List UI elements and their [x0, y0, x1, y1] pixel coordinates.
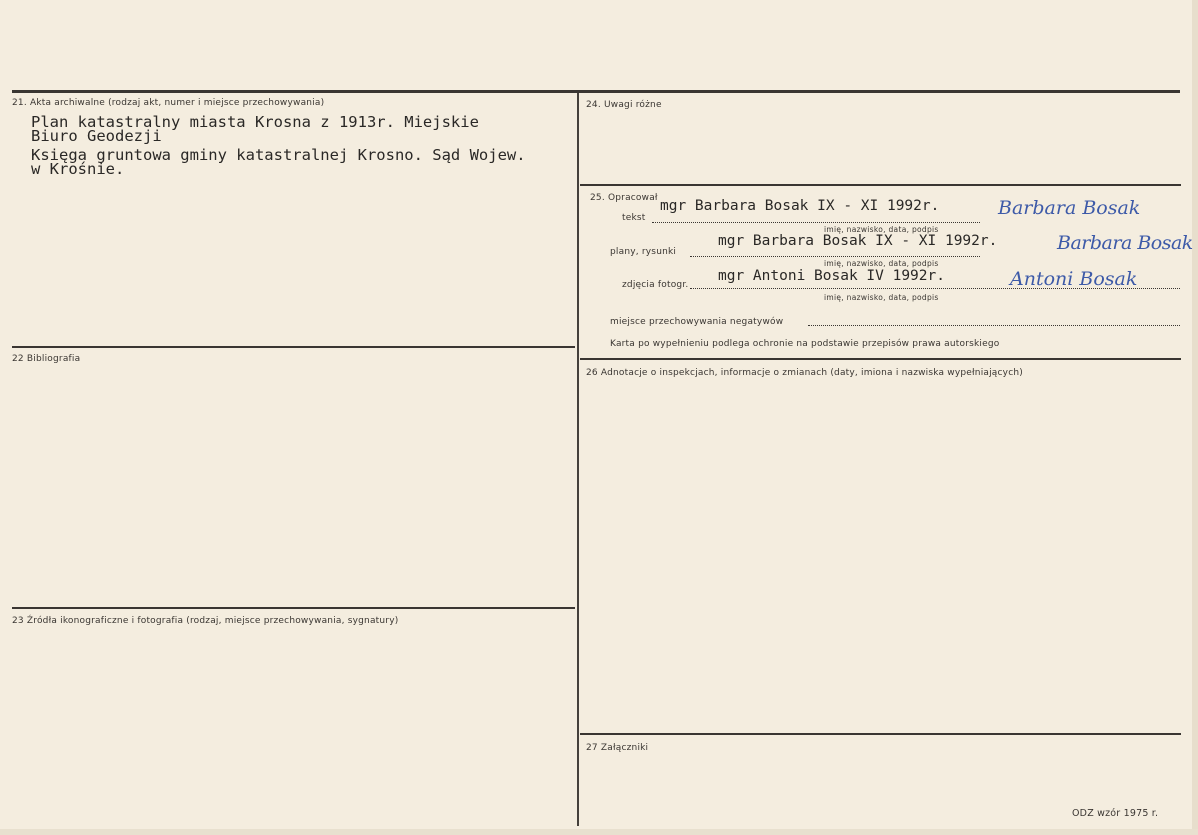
tekst-line [652, 222, 980, 223]
zdjecia-caption: imię, nazwisko, data, podpis [824, 293, 939, 302]
zdjecia-signature: Antoni Bosak [1010, 268, 1138, 290]
tekst-value: mgr Barbara Bosak IX - XI 1992r. [660, 198, 940, 214]
divider-22-23 [12, 607, 575, 609]
negatywy-line [808, 325, 1180, 326]
top-divider [12, 90, 1180, 93]
archival-line-3: Księga gruntowa gminy katastralnej Krosno. Sąd Wojew. [31, 146, 526, 164]
divider-26-27 [580, 733, 1181, 735]
plany-label: plany, rysunki [610, 247, 677, 257]
section-22-label: 22 Bibliografia [12, 354, 81, 364]
plany-value: mgr Barbara Bosak IX - XI 1992r. [718, 233, 998, 249]
negatywy-label: miejsce przechowywania negatywów [610, 317, 784, 327]
section-27-label: 27 Załączniki [586, 743, 649, 753]
section-23-label: 23 Źródła ikonograficzne i fotografia (rodzaj, miejsce przechowywania, sygnatury) [12, 616, 399, 626]
center-divider [577, 93, 579, 826]
divider-24-25 [580, 184, 1181, 186]
tekst-label: tekst [622, 213, 646, 223]
archival-line-2: Biuro Geodezji [31, 127, 162, 145]
section-26-label: 26 Adnotacje o inspekcjach, informacje o zmianach (daty, imiona i nazwiska wypełniających) [586, 368, 1023, 378]
section-21-label: 21. Akta archiwalne (rodzaj akt, numer i miejsce przechowywania) [12, 98, 325, 108]
archival-line-1: Plan katastralny miasta Krosna z 1913r. Miejskie [31, 113, 479, 131]
archival-line-4: w Krośnie. [31, 160, 125, 178]
form-code: ODZ wzór 1975 r. [1072, 808, 1159, 819]
tekst-caption: imię, nazwisko, data, podpis [824, 225, 939, 234]
paper-edge [1192, 0, 1198, 835]
plany-line [690, 256, 980, 257]
divider-25-26 [580, 358, 1181, 360]
copyright-notice: Karta po wypełnieniu podlega ochronie na podstawie przepisów prawa autorskiego [610, 339, 1000, 349]
tekst-signature: Barbara Bosak [998, 197, 1141, 219]
plany-signature: Barbara Bosak [1057, 232, 1193, 254]
zdjecia-value: mgr Antoni Bosak IV 1992r. [718, 268, 945, 284]
section-24-label: 24. Uwagi różne [586, 100, 662, 110]
paper-edge-bottom [0, 829, 1198, 835]
plany-caption: imię, nazwisko, data, podpis [824, 259, 939, 268]
section-25-label: 25. Opracował [590, 193, 658, 203]
divider-21-22 [12, 346, 575, 348]
zdjecia-label: zdjęcia fotogr. [622, 280, 689, 290]
